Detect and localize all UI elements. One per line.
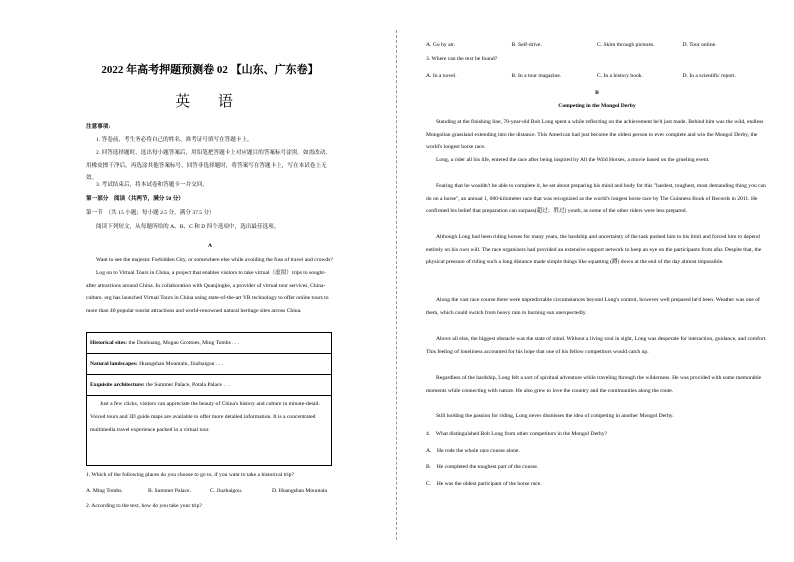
q3-option-d[interactable]: D. In a scientific report. xyxy=(682,73,736,79)
note-2: 2. 回答选择题时，选出每小题答案后，用铅笔把答题卡上对应题目的答案标号涂黑。如需改动，用橡皮擦干净后，再选涂其他答案标号。回答非选择题时，将答案写在答题卡上，写在本试卷上无效。 xyxy=(86,150,331,182)
passage-a-para-2: Log on to Virtual Tours in China, a project that enables visitors to take virtual（虚拟）trips to sought-after attractions around China. In collaboration with Quanjingke, a provider of virtual tour services, China-culture. org has launched Virtual Tours in China using state-of-the-art VR technology to offer online tours to more than 40 popular tourist attractions and world-renowned natural heritage sites across China. xyxy=(86,270,329,314)
right-column xyxy=(426,0,768,562)
q2-option-d[interactable]: D. Tour online. xyxy=(682,42,717,48)
architecture-text: the Summer Palace, Potala Palace . . . xyxy=(144,382,231,388)
box-row-architecture xyxy=(87,375,331,396)
passage-b-letter: B xyxy=(595,90,599,96)
passage-b-para-7: Regardless of the hardship, Long felt a sort of spiritual adventure while traveling through the wilderness. He was provided with some memorable moments while connecting with nature. He also grew to love the country and the communities along the route. xyxy=(426,375,762,394)
natural-label: Natural landscapes: xyxy=(90,361,138,367)
architecture-label: Exquisite architecture: xyxy=(90,382,145,388)
q3-option-a[interactable]: A. In a novel. xyxy=(426,73,457,79)
q1-option-d[interactable]: D. Huangshan Mountain xyxy=(272,488,328,494)
q4-option-c[interactable]: C. He was the oldest participant of the horse race. xyxy=(426,481,542,487)
q1-option-b[interactable]: B. Summer Palace. xyxy=(148,488,191,494)
question-3-options xyxy=(426,70,768,83)
passage-b-para-2: Long, a rider all his life, entered the race after being inspired by All the Wild Horses, a movie based on the grueling event. xyxy=(436,157,710,163)
q1-option-a[interactable]: A. Ming Tombs. xyxy=(86,488,123,494)
passage-a-letter: A xyxy=(207,243,213,249)
historical-label: Historical sites: xyxy=(90,340,128,346)
q2-option-a[interactable]: A. Go by air. xyxy=(426,42,456,48)
q3-option-c[interactable]: C. In a history book. xyxy=(597,73,643,79)
exam-title: 2022 年高考押题预测卷 02 【山东、广东卷】 xyxy=(101,64,319,76)
q3-option-b[interactable]: B. In a tour magazine. xyxy=(511,73,562,79)
question-1: 1. Which of the following places do you choose to go to, if you want to take a historical trip? xyxy=(86,472,294,478)
notes-header: 注意事项: xyxy=(86,124,111,130)
question-4: 4. What distinguished Bob Long from other competitors in the Mongol Derby? xyxy=(426,431,607,437)
left-column xyxy=(86,0,334,562)
question-2: 2. According to the text, how do you take your trip? xyxy=(86,503,202,509)
q4-option-a[interactable]: A. He rode the whole race course alone. xyxy=(426,448,520,454)
box-row-historical xyxy=(87,333,331,354)
passage-b-para-4: Although Long had been riding horses for many years, the hardship and uncertainty of the task pushed him to his limit and forced him to depend entirely on his own will. The race organizers had provided an extensive support network to keep an eye on the participants from afar. Despite that, the physical pressure of riding such a long distance made simple things like squatting (蹲) down at the end of the day almost impossible. xyxy=(426,234,762,266)
column-divider xyxy=(396,30,397,540)
passage-b-para-1: Standing at the finishing line, 70-year-old Bob Long spent a while reflecting on the achievement he'd just made. Behind him was the wild, endless Mongolian grassland extending into the distance. This American had just become the oldest person to ever complete and win the Mongol Derby, the world's longest horse race. xyxy=(426,119,764,151)
q1-option-c[interactable]: C. Jiuzhaigou. xyxy=(210,488,243,494)
part-one-heading: 第一部分 阅读（共两节，满分 50 分） xyxy=(86,196,184,202)
passage-b-para-3: Fearing that he wouldn't be able to complete it, he set about preparing his mind and body for this "hardest, toughest, most demanding thing you can do on a horse", an annual 1, 000-kilometer race that was recognized as the world's longest horse race by The Guinness Book of Records in 2011. He confirmed his belief that preparation can surpass(超过；胜过) youth, as some of the other riders were less prepared. xyxy=(426,183,766,215)
attractions-box xyxy=(86,332,332,466)
q2-option-c[interactable]: C. Skim through pictures. xyxy=(597,42,655,48)
section-one-heading: 第一节 （共 15 小题；每小题 2.5 分，满分 37.5 分） xyxy=(86,210,215,216)
question-3: 3. Where can the text be found? xyxy=(426,56,498,62)
question-1-options xyxy=(86,485,334,498)
instruction: 阅读下列短文，从每题所给的 A、B、C 和 D 四个选项中，选出最佳选项。 xyxy=(96,224,280,230)
natural-text: Huangshan Mountain, Jiuzhaigou . . . xyxy=(137,361,223,367)
historical-text: the Dunhuang, Mogao Grottoes, Ming Tombs . . . xyxy=(127,340,240,346)
box-body: Just a few clicks, visitors can appreciate the beauty of China's history and culture in minute-detail. Voiced tours and 3D guide maps are available to offer more detailed information. It is a concentrated multimedia travel experience packed in a virtual tour. xyxy=(90,401,320,433)
passage-b-para-5: Along the vast race course there were unpredictable circumstances beyond Long's control, however well prepared he'd been. Weather was one of them, which could switch from heavy rain to burning sun unexpectedly. xyxy=(426,297,760,316)
q4-option-b[interactable]: B. He completed the toughest part of the course. xyxy=(426,464,539,470)
passage-a-para-1: Want to see the majestic Forbidden City, or somewhere else while avoiding the fuss of travel and crowds? xyxy=(96,257,333,263)
note-1: 1. 答卷前，考生务必将自己的姓名、准考证号填写在答题卡上。 xyxy=(96,137,253,143)
box-row-natural xyxy=(87,354,331,375)
passage-b-para-8: Still holding the passion for riding, Long never dismisses the idea of competing in another Mongol Derby. xyxy=(436,413,674,419)
question-2-options xyxy=(426,39,768,52)
q2-option-b[interactable]: B. Self-drive. xyxy=(511,42,542,48)
passage-b-para-6: Above all else, the biggest obstacle was the state of mind. Without a living soul in sight, Long was desperate for interaction, guidance, and comfort. This feeling of loneliness accounted for his hope that one of his fellow competitors would catch up. xyxy=(426,336,767,355)
passage-b-title: Competing in the Mongol Derby xyxy=(558,103,636,109)
note-3: 3. 考试结束后，将本试卷和答题卡一并交回。 xyxy=(96,182,208,188)
subject-title: 英 语 xyxy=(175,94,245,110)
